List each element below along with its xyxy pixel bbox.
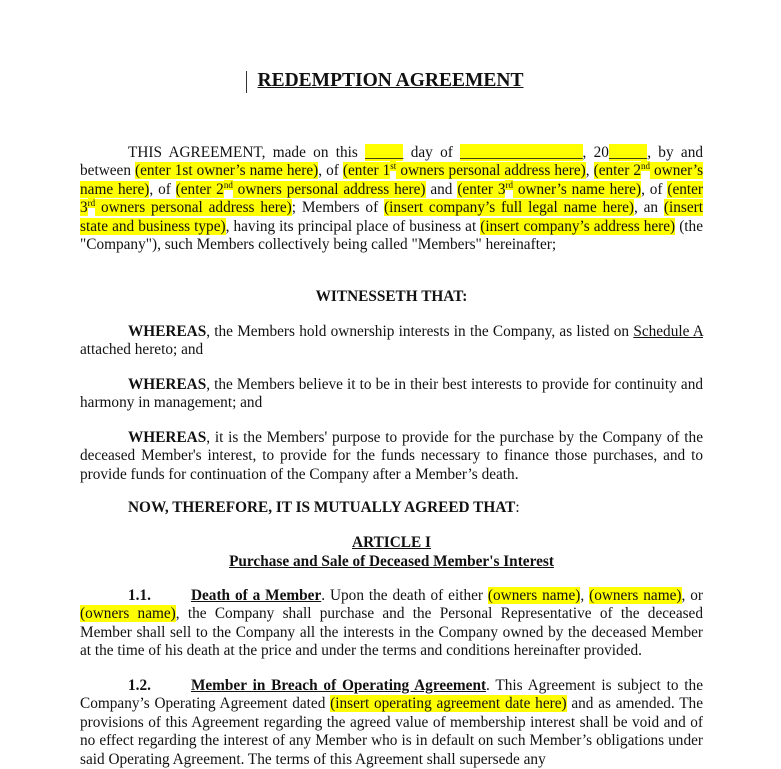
- text-run: . This Agreement is subject to the Company’s Operating Agreement dated: [80, 677, 703, 713]
- text-run: , by and between: [80, 144, 703, 180]
- placeholder-field: rd: [505, 179, 513, 190]
- paragraph-article-heading: [80, 534, 703, 552]
- text-run: and: [425, 180, 458, 198]
- text-run: , or: [681, 587, 703, 604]
- text-run: , an: [633, 199, 664, 217]
- placeholder-field: (insert operating agreement date here): [330, 695, 567, 713]
- text-run: , 20: [582, 144, 609, 161]
- text-run: , it is the Members' purpose to provide for the purchase by the Company of the deceased Member's interest, to provide for the funds necessary to finance those purchases, and to provide funds for continuation of the Company after a Member’s death.: [80, 429, 703, 483]
- paragraph-witnesseth: [80, 288, 703, 306]
- placeholder-field: owners personal address here): [95, 199, 292, 217]
- text-run: , having its principal place of business at: [225, 217, 481, 235]
- placeholder-field: (owners name): [589, 587, 682, 604]
- placeholder-field: owners personal address here): [396, 162, 586, 180]
- text-run: THIS AGREEMENT, made on this: [128, 144, 366, 161]
- placeholder-field: (insert company’s full legal name here): [384, 199, 634, 217]
- paragraph-whereas-3: [80, 429, 703, 484]
- text-run: . Upon the death of either: [321, 587, 488, 604]
- placeholder-field: _____: [608, 144, 648, 161]
- placeholder-field: nd: [223, 179, 233, 190]
- paragraph-section-1-2: [80, 677, 703, 769]
- placeholder-field: (enter 2: [593, 162, 641, 180]
- document-title: REDEMPTION AGREEMENT: [257, 70, 524, 91]
- placeholder-field: owner’s name here): [80, 162, 704, 198]
- placeholder-field: (enter 3: [80, 180, 704, 217]
- text-run: , the Members believe it to be in their best interests to provide for continuity and harmony in management; and: [80, 376, 703, 412]
- text-run: day of: [403, 144, 461, 161]
- text-run: Schedule A: [633, 323, 703, 340]
- placeholder-field: _____: [365, 144, 404, 161]
- placeholder-field: (enter 3: [457, 180, 506, 198]
- placeholder-field: (insert state and business type): [80, 199, 703, 235]
- placeholder-field: nd: [640, 161, 650, 172]
- paragraph-whereas-1: [80, 323, 703, 360]
- placeholder-field: (enter 1: [342, 162, 391, 180]
- text-run: Purchase and Sale of Deceased Member's Interest: [229, 553, 554, 570]
- paragraph-whereas-2: [80, 376, 703, 413]
- text-run: ARTICLE I: [352, 534, 431, 551]
- placeholder-field: (owners name): [487, 587, 581, 604]
- text-run: , of: [318, 162, 343, 180]
- placeholder-field: (enter 2: [175, 180, 224, 198]
- placeholder-field: owners personal address here): [232, 180, 426, 198]
- text-run: , of: [641, 180, 668, 198]
- placeholder-field: owner’s name here): [512, 180, 642, 198]
- text-run: NOW, THEREFORE, IT IS MUTUALLY AGREED THAT: [128, 499, 516, 516]
- text-run: , of: [149, 180, 176, 198]
- placeholder-field: rd: [87, 198, 96, 209]
- placeholder-field: (insert company’s address here): [480, 217, 676, 235]
- paragraph-now-therefore: [80, 499, 703, 517]
- placeholder-field: st: [390, 161, 397, 172]
- text-run: Member in Breach of Operating Agreement: [190, 677, 487, 694]
- text-run: WITNESSETH THAT:: [315, 288, 468, 305]
- paragraph-section-1-1: [80, 587, 703, 661]
- text-run: WHEREAS: [128, 376, 207, 393]
- text-run: WHEREAS: [128, 429, 207, 446]
- text-run: Death of a Member: [190, 587, 322, 604]
- paragraph-intro: [80, 144, 703, 254]
- text-run: ; Members of: [291, 199, 384, 217]
- placeholder-field: ________________: [460, 144, 583, 161]
- text-run: , the Members hold ownership interests in the Company, as listed on: [206, 323, 634, 340]
- placeholder-field: (owners name): [80, 605, 176, 623]
- text-run: ,: [585, 162, 594, 180]
- paragraph-article-subtitle: [80, 553, 703, 571]
- text-run: attached hereto; and: [80, 341, 204, 359]
- text-run: :: [515, 499, 520, 516]
- text-run: 1.2.: [128, 677, 151, 694]
- text-run: WHEREAS: [128, 323, 207, 340]
- text-run: , the Company shall purchase and the Personal Representative of the deceased Member shall sell to the Company all the interests in the Company owned by the deceased Member at the time of his death at the price and under the terms and conditions hereinafter provided.: [80, 605, 703, 660]
- text-run: ,: [580, 587, 590, 604]
- text-run: (the "Company"), such Members collectively being called "Members" hereinafter;: [80, 217, 703, 254]
- placeholder-field: (enter 1st owner’s name here): [135, 162, 319, 180]
- text-run: 1.1.: [128, 587, 151, 604]
- text-run: and as amended. The provisions of this Agreement regarding the agreed value of membership interest shall be void and of no effect regarding the interest of any Member who is in default on such Member’s obligations under said Operating Agreement. The terms of this Agreement shall supersede any: [80, 695, 703, 768]
